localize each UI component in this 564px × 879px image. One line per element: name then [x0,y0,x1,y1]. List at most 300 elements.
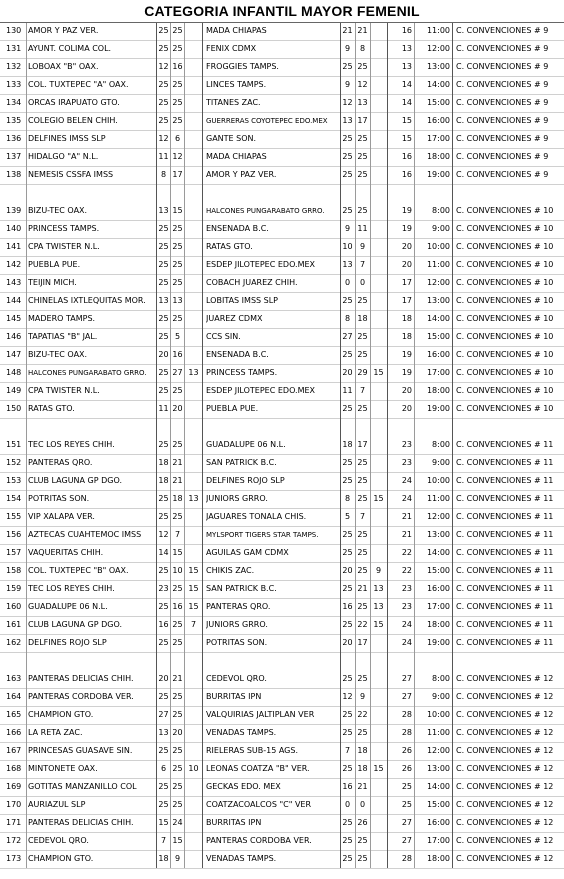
venue-name: C. CONVENCIONES # 10 [456,224,554,233]
points-value: 19 [401,368,412,377]
home-set-3 [186,22,201,40]
table-row [0,40,564,59]
away-set-2: 7 [359,386,366,395]
home-set-1: 11 [158,152,169,161]
home-set-1: 13 [158,728,169,737]
home-set-1: 25 [158,386,169,395]
points-value: 25 [401,782,412,791]
match-number: 161 [6,620,22,629]
points-value: 15 [401,134,412,143]
match-time: 12:00 [426,278,450,287]
away-set-1: 25 [342,404,353,413]
match-time: 18:00 [426,386,450,395]
table-row [0,778,564,797]
away-team: GUADALUPE 06 N.L. [206,440,286,449]
home-set-2: 24 [172,818,183,827]
home-set-3 [186,256,201,274]
home-set-1: 25 [158,332,169,341]
match-time: 17:00 [426,134,450,143]
away-set-2: 22 [357,620,368,629]
venue-name: C. CONVENCIONES # 9 [456,170,549,179]
match-number: 132 [6,62,22,71]
home-set-3 [186,850,201,868]
away-set-3 [371,436,386,454]
column-divider [355,22,356,868]
away-set-1: 10 [342,242,353,251]
home-set-2: 9 [174,854,181,863]
points-value: 22 [401,566,412,575]
home-set-2: 25 [172,512,183,521]
away-set-1: 25 [342,548,353,557]
table-row [0,562,564,581]
home-team: COL. TUXTEPEC "A" OAX. [28,80,129,89]
home-set-1: 12 [158,530,169,539]
away-team: PRINCESS TAMPS. [206,368,278,377]
points-value: 24 [401,638,412,647]
away-team: MADA CHIAPAS [206,26,267,35]
home-team: PRINCESAS GUASAVE SIN. [28,746,133,755]
away-team: VENADAS TAMPS. [206,854,277,863]
home-set-3: 15 [188,584,199,593]
points-value: 16 [401,152,412,161]
venue-name: C. CONVENCIONES # 11 [456,494,554,503]
match-number: 160 [6,602,22,611]
match-time: 12:00 [426,512,450,521]
away-set-2: 13 [357,98,368,107]
home-set-2: 25 [172,26,183,35]
group-separator [0,184,564,202]
match-time: 16:00 [426,350,450,359]
home-set-3: 13 [188,494,199,503]
venue-name: C. CONVENCIONES # 12 [456,674,554,683]
away-set-2: 29 [357,368,368,377]
match-time: 17:00 [426,368,450,377]
venue-name: C. CONVENCIONES # 10 [456,206,554,215]
points-value: 20 [401,242,412,251]
home-set-3 [186,778,201,796]
home-team: POTRITAS SON. [28,494,90,503]
table-row [0,436,564,455]
home-set-3 [186,400,201,418]
venue-name: C. CONVENCIONES # 12 [456,800,554,809]
away-set-2: 25 [357,62,368,71]
away-set-1: 25 [342,710,353,719]
home-set-1: 25 [158,512,169,521]
column-divider [414,22,415,868]
home-team: TEC LOS REYES CHIH. [28,584,115,593]
away-set-3 [371,670,386,688]
away-set-3 [371,202,386,220]
away-team: LEONAS COATZA "B" VER. [206,764,310,773]
away-set-1: 5 [344,512,351,521]
points-value: 23 [401,584,412,593]
home-set-2: 25 [172,314,183,323]
away-team: GUERRERAS COYOTEPEC EDO.MEX [206,117,328,125]
away-set-3 [371,706,386,724]
home-team: NEMESIS CSSFA IMSS [28,170,114,179]
venue-name: C. CONVENCIONES # 9 [456,62,549,71]
away-set-1: 25 [342,728,353,737]
home-set-3 [186,292,201,310]
table-row [0,112,564,131]
match-number: 170 [6,800,22,809]
match-time: 14:00 [426,314,450,323]
match-time: 11:00 [426,494,450,503]
away-set-2: 26 [357,818,368,827]
away-set-3 [371,778,386,796]
table-row [0,346,564,365]
points-value: 20 [401,386,412,395]
match-number: 131 [6,44,22,53]
table-row [0,202,564,221]
home-set-3 [186,688,201,706]
away-set-3 [371,310,386,328]
home-set-3 [186,796,201,814]
away-set-2: 11 [357,224,368,233]
away-team: JAGUARES TONALA CHIS. [206,512,307,521]
away-set-3 [371,508,386,526]
away-set-3 [371,40,386,58]
table-row [0,832,564,851]
away-set-2: 25 [357,170,368,179]
home-set-2: 27 [172,368,183,377]
away-set-3 [371,526,386,544]
venue-name: C. CONVENCIONES # 9 [456,44,549,53]
away-set-1: 25 [342,134,353,143]
match-time: 16:00 [426,584,450,593]
table-row [0,616,564,635]
away-set-2: 17 [357,638,368,647]
away-team: TITANES ZAC. [206,98,261,107]
home-set-2: 25 [172,224,183,233]
points-value: 17 [401,278,412,287]
away-set-2: 21 [357,584,368,593]
home-team: HALCONES PUNGARABATO GRRO. [28,369,147,377]
home-set-3 [186,346,201,364]
home-set-2: 25 [172,98,183,107]
home-team: DELFINES IMSS SLP [28,134,106,143]
home-set-1: 25 [158,278,169,287]
away-team: ENSENADA B.C. [206,350,269,359]
table-top-rule [0,22,564,23]
venue-name: C. CONVENCIONES # 12 [456,764,554,773]
away-set-2: 25 [357,854,368,863]
points-value: 28 [401,710,412,719]
home-team: TAPATIAS "B" JAL. [28,332,98,341]
table-row [0,76,564,95]
table-row [0,472,564,491]
venue-name: C. CONVENCIONES # 11 [456,512,554,521]
away-set-1: 20 [342,566,353,575]
match-number: 143 [6,278,22,287]
away-set-3: 13 [373,602,384,611]
venue-name: C. CONVENCIONES # 10 [456,278,554,287]
venue-name: C. CONVENCIONES # 11 [456,584,554,593]
away-set-2: 12 [357,80,368,89]
venue-name: C. CONVENCIONES # 12 [456,836,554,845]
home-set-3 [186,220,201,238]
match-time: 12:00 [426,746,450,755]
match-time: 12:00 [426,44,450,53]
away-set-1: 9 [344,44,351,53]
points-value: 21 [401,530,412,539]
away-team: FROGGIES TAMPS. [206,62,279,71]
match-number: 164 [6,692,22,701]
home-set-2: 6 [174,134,181,143]
away-team: MYLSPORT TIGERS STAR TAMPS. [206,531,319,539]
home-set-1: 18 [158,854,169,863]
match-number: 134 [6,98,22,107]
away-set-1: 25 [342,584,353,593]
home-team: BIZU-TEC OAX. [28,206,88,215]
away-set-3: 15 [373,368,384,377]
away-set-2: 18 [357,746,368,755]
match-number: 163 [6,674,22,683]
away-set-1: 8 [344,314,351,323]
match-number: 152 [6,458,22,467]
points-value: 28 [401,854,412,863]
away-team: DELFINES ROJO SLP [206,476,285,485]
match-time: 19:00 [426,638,450,647]
away-team: BURRITAS IPN [206,818,262,827]
away-set-2: 25 [357,548,368,557]
match-number: 153 [6,476,22,485]
home-team: CHAMPION GTO. [28,710,94,719]
away-team: PANTERAS CORDOBA VER. [206,836,312,845]
points-value: 14 [401,80,412,89]
home-set-1: 25 [158,26,169,35]
match-number: 167 [6,746,22,755]
away-team: VALQUIRIAS JALTIPLAN VER [206,710,315,719]
home-set-2: 25 [172,260,183,269]
home-set-2: 25 [172,800,183,809]
home-team: GOTITAS MANZANILLO COL [28,782,137,791]
match-time: 13:00 [426,296,450,305]
match-time: 13:00 [426,764,450,773]
points-value: 24 [401,494,412,503]
venue-name: C. CONVENCIONES # 11 [456,458,554,467]
home-team: CHAMPION GTO. [28,854,94,863]
away-set-3: 15 [373,494,384,503]
away-set-2: 25 [357,476,368,485]
match-time: 11:00 [426,260,450,269]
match-time: 11:00 [426,26,450,35]
home-set-1: 8 [160,170,167,179]
away-team: ESDEP JILOTEPEC EDO.MEX [206,260,316,269]
home-set-2: 15 [172,836,183,845]
away-set-1: 8 [344,494,351,503]
home-set-3 [186,112,201,130]
away-set-2: 25 [357,296,368,305]
points-value: 16 [401,26,412,35]
table-row [0,490,564,509]
table-row [0,310,564,329]
home-set-3 [186,742,201,760]
table-row [0,58,564,77]
home-team: MADERO TAMPS. [28,314,96,323]
away-team: COBACH JUAREZ CHIH. [206,278,298,287]
home-set-1: 25 [158,440,169,449]
home-team: PANTERAS DELICIAS CHIH. [28,818,134,827]
away-set-3 [371,274,386,292]
match-time: 16:00 [426,818,450,827]
away-set-1: 25 [342,530,353,539]
table-row [0,22,564,41]
away-set-1: 25 [342,854,353,863]
away-set-3 [371,166,386,184]
match-number: 158 [6,566,22,575]
match-number: 157 [6,548,22,557]
venue-name: C. CONVENCIONES # 11 [456,638,554,647]
home-set-3: 15 [188,566,199,575]
away-set-3 [371,220,386,238]
match-time: 19:00 [426,404,450,413]
away-set-3 [371,328,386,346]
away-set-2: 18 [357,764,368,773]
home-set-3 [186,724,201,742]
match-time: 18:00 [426,854,450,863]
away-team: HALCONES PUNGARABATO GRRO. [206,207,325,215]
venue-name: C. CONVENCIONES # 10 [456,350,554,359]
home-set-2: 13 [172,296,183,305]
points-value: 13 [401,62,412,71]
home-team: DELFINES ROJO SLP [28,638,107,647]
home-team: TEIJIN MICH. [28,278,77,287]
match-time: 10:00 [426,710,450,719]
away-set-3 [371,634,386,652]
away-team: SAN PATRICK B.C. [206,584,277,593]
away-set-2: 25 [357,494,368,503]
home-set-1: 13 [158,296,169,305]
home-set-1: 25 [158,224,169,233]
column-divider [170,22,171,868]
home-set-3 [186,130,201,148]
home-set-1: 6 [160,764,167,773]
away-set-3 [371,292,386,310]
home-set-1: 7 [160,836,167,845]
match-number: 141 [6,242,22,251]
home-team: COL. TUXTEPEC "B" OAX. [28,566,129,575]
home-set-3: 15 [188,602,199,611]
match-number: 144 [6,296,22,305]
away-set-3 [371,742,386,760]
points-value: 23 [401,440,412,449]
away-team: GECKAS EDO. MEX [206,782,281,791]
home-set-2: 25 [172,386,183,395]
match-number: 155 [6,512,22,521]
home-team: AURIAZUL SLP [28,800,86,809]
home-set-2: 25 [172,278,183,287]
match-time: 15:00 [426,800,450,809]
table-row [0,94,564,113]
points-value: 28 [401,728,412,737]
home-set-3 [186,40,201,58]
home-set-2: 25 [172,710,183,719]
table-row [0,508,564,527]
away-team: CHIKIS ZAC. [206,566,255,575]
home-set-1: 25 [158,260,169,269]
home-set-2: 25 [172,638,183,647]
away-team: CCS SIN. [206,332,241,341]
venue-name: C. CONVENCIONES # 10 [456,296,554,305]
match-time: 16:00 [426,116,450,125]
venue-name: C. CONVENCIONES # 10 [456,386,554,395]
home-set-1: 25 [158,566,169,575]
table-row [0,400,564,419]
away-set-3 [371,454,386,472]
home-team: PANTERAS DELICIAS CHIH. [28,674,134,683]
points-value: 14 [401,98,412,107]
away-set-1: 16 [342,782,353,791]
table-row [0,760,564,779]
table-row [0,454,564,473]
venue-name: C. CONVENCIONES # 11 [456,602,554,611]
away-team: PANTERAS QRO. [206,602,271,611]
away-set-1: 13 [342,260,353,269]
away-set-2: 17 [357,116,368,125]
away-set-3 [371,58,386,76]
away-set-3 [371,22,386,40]
match-number: 165 [6,710,22,719]
home-team: AMOR Y PAZ VER. [28,26,99,35]
home-set-3 [186,274,201,292]
away-set-1: 25 [342,836,353,845]
table-row [0,364,564,383]
column-divider [156,22,157,868]
away-set-2: 25 [357,728,368,737]
home-set-1: 20 [158,350,169,359]
away-set-1: 7 [344,746,351,755]
venue-name: C. CONVENCIONES # 10 [456,242,554,251]
points-value: 24 [401,476,412,485]
home-set-1: 25 [158,80,169,89]
away-set-2: 21 [357,26,368,35]
table-row [0,148,564,167]
home-set-3 [186,634,201,652]
away-team: JUAREZ CDMX [206,314,263,323]
home-set-1: 18 [158,458,169,467]
column-divider [202,22,203,868]
venue-name: C. CONVENCIONES # 12 [456,782,554,791]
table-row [0,544,564,563]
away-team: JUNIORS GRRO. [206,494,268,503]
home-set-1: 25 [158,368,169,377]
away-set-1: 21 [342,26,353,35]
home-set-1: 25 [158,44,169,53]
home-set-1: 25 [158,494,169,503]
home-set-2: 21 [172,458,183,467]
away-set-1: 25 [342,206,353,215]
points-value: 15 [401,116,412,125]
match-time: 19:00 [426,170,450,179]
match-number: 168 [6,764,22,773]
away-set-1: 12 [342,692,353,701]
away-team: LINCES TAMPS. [206,80,267,89]
home-team: COLEGIO BELEN CHIH. [28,116,118,125]
match-number: 136 [6,134,22,143]
home-set-3 [186,508,201,526]
away-set-3 [371,76,386,94]
away-set-1: 25 [342,674,353,683]
home-set-3 [186,58,201,76]
match-number: 147 [6,350,22,359]
venue-name: C. CONVENCIONES # 12 [456,728,554,737]
points-value: 20 [401,260,412,269]
away-set-3 [371,796,386,814]
match-time: 18:00 [426,152,450,161]
home-set-3 [186,706,201,724]
table-row [0,670,564,689]
